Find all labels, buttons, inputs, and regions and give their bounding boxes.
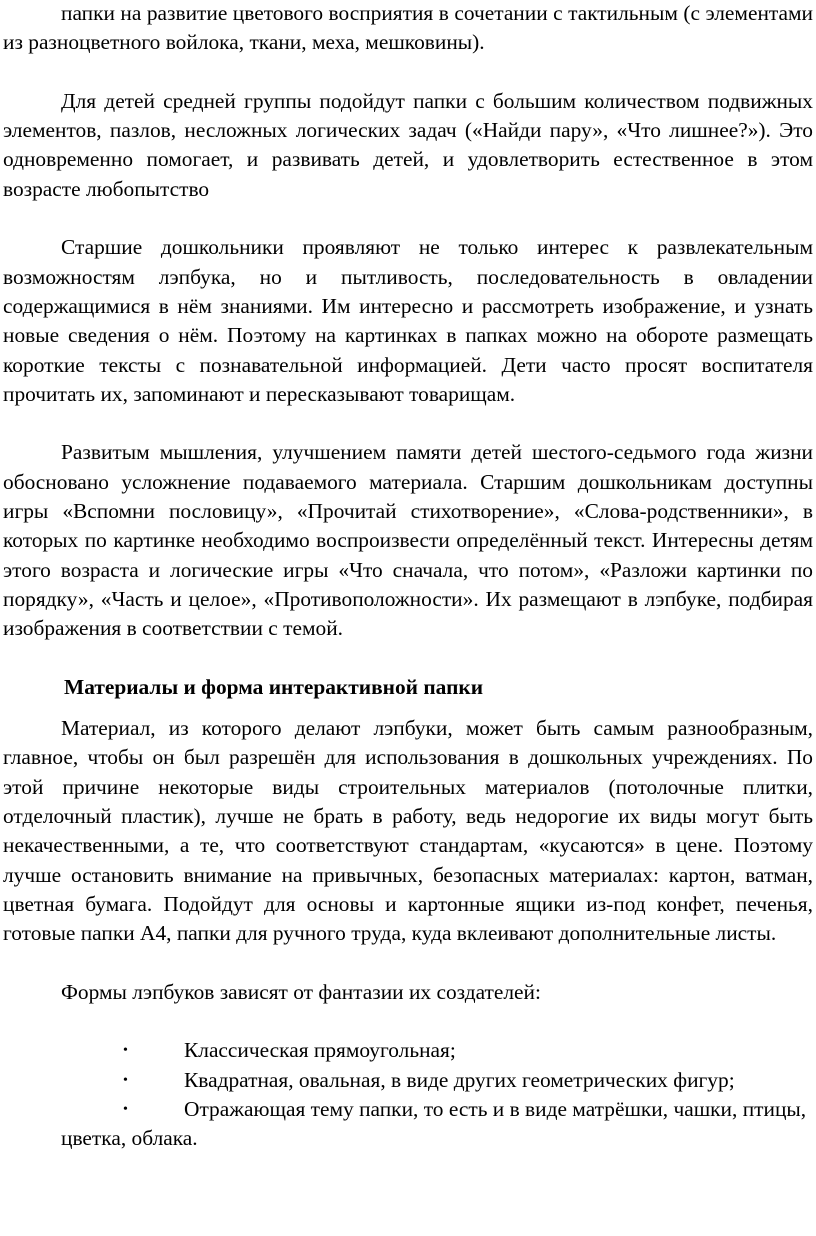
paragraph-thinking-development: Развитым мышления, улучшением памяти детей шестого-седьмого года жизни обосновано усложнение подаваемого материала. Старшим дошкольникам доступны игры «Вспомни пословицу», «Прочитай стихотворение», «Слова-родственники», в которых по картинке необходимо воспроизвести определённый текст. Интересны детям этого возраста и логические игры «Что сначала, что потом», «Разложи картинки по порядку», «Часть и целое», «Противоположности». Их размещают в лэпбуке, подбирая изображения в соответствии с темой. [3, 440, 813, 641]
list-item [3, 1095, 813, 1154]
spacer [3, 58, 813, 87]
paragraph-older-preschoolers: Старшие дошкольники проявляют не только интерес к развлекательным возможностям лэпбука, но и пытливость, последовательность в овладении содержащимися в нём знаниями. Им интересно и рассмотреть изображение, и узнать новые сведения о нём. Поэтому на картинках в папках можно на обороте размещать короткие тексты с познавательной информацией. Дети часто просят воспитателя прочитать их, запоминают и пересказывают товарищам. [3, 235, 813, 406]
paragraph-middle-group: Для детей средней группы подойдут папки с большим количеством подвижных элементов, пазлов, несложных логических задач («Найди пару», «Что лишнее?»). Это одновременно помогает, и развивать детей, и удовлетворить естественное в этом возрасте любопытство [3, 88, 813, 201]
list-item-text: Классическая прямоугольная; [184, 1038, 456, 1063]
spacer [3, 949, 813, 978]
spacer [3, 702, 813, 714]
list-item [3, 1036, 813, 1065]
forms-list [3, 1036, 813, 1153]
bullet-icon: • [123, 1043, 128, 1059]
spacer [3, 409, 813, 438]
section-heading: Материалы и форма интерактивной папки [64, 674, 484, 699]
spacer [3, 1007, 813, 1036]
spacer [3, 644, 813, 673]
list-item [3, 1066, 813, 1095]
bullet-icon: • [123, 1101, 128, 1117]
paragraph-continuation: папки на развитие цветового восприятия в сочетании с тактильным (с элементами из разноцветного войлока, ткани, меха, мешковины). [3, 1, 813, 55]
bullet-icon: • [123, 1072, 128, 1088]
list-item-text: Квадратная, овальная, в виде других геометрических фигур; [184, 1067, 735, 1092]
paragraph-forms-intro: Формы лэпбуков зависят от фантазии их создателей: [61, 979, 541, 1004]
list-item-text: Отражающая тему папки, то есть и в виде матрёшки, чашки, птицы, цветка, облака. [61, 1096, 807, 1151]
paragraph-materials: Материал, из которого делают лэпбуки, может быть самым разнообразным, главное, чтобы он был разрешён для использования в дошкольных учреждениях. По этой причине некоторые виды строительных материалов (потолочные плитки, отделочный пластик), лучше не брать в работу, ведь недорогие их виды могут быть некачественными, а те, что соответствуют стандартам, «кусаются» в цене. Поэтому лучше остановить внимание на привычных, безопасных материалах: картон, ватман, цветная бумага. Подойдут для основы и картонные ящики из-под конфет, печенья, готовые папки А4, папки для ручного труда, куда вклеивают дополнительные листы. [3, 716, 813, 946]
spacer [3, 204, 813, 233]
